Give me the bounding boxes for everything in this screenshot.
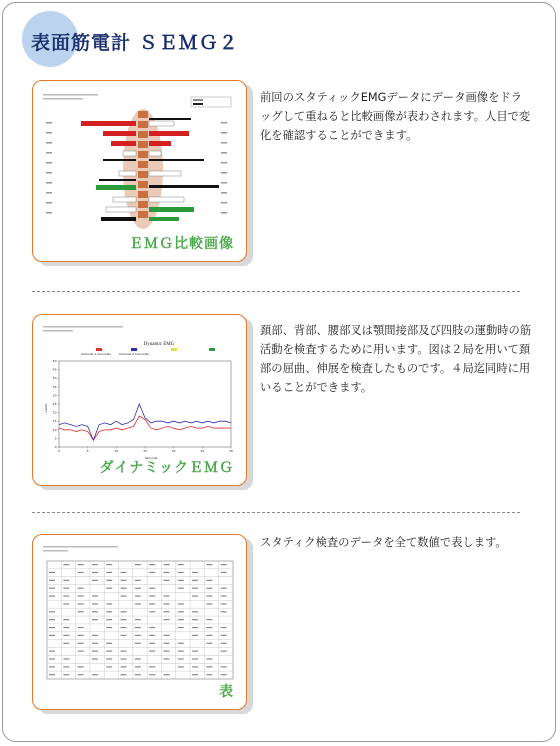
table-cell-mark <box>163 643 169 644</box>
table-cell-mark <box>78 603 84 604</box>
table-cell-mark <box>135 595 141 596</box>
table-cell-mark <box>178 627 184 628</box>
table-cell-mark <box>178 643 184 644</box>
table-cell-mark <box>163 651 169 652</box>
table-cell-mark <box>121 611 127 612</box>
table-cell-mark <box>106 643 112 644</box>
table-cell-mark <box>192 580 198 581</box>
table-cell-mark <box>163 658 169 659</box>
y-tick-label: 25 <box>52 402 57 406</box>
table-cell-mark <box>63 666 69 667</box>
table-cell-mark <box>178 572 184 573</box>
table-card <box>32 534 247 710</box>
table-cell-mark <box>206 595 212 596</box>
table-cell-mark <box>49 595 55 596</box>
y-axis-label: uVolts <box>44 403 48 413</box>
table-cell-mark <box>135 619 141 620</box>
table-cell-mark <box>106 651 112 652</box>
table-cell-mark <box>121 658 127 659</box>
table-cell-mark <box>135 580 141 581</box>
y-tick-label: 0 <box>54 445 57 449</box>
table-cell-mark <box>135 588 141 589</box>
emg-comparison-image <box>41 89 238 239</box>
table-cell-mark <box>178 564 184 565</box>
spine-graphic <box>138 111 148 218</box>
table-cell-mark <box>135 666 141 667</box>
x-tick-label: 25 <box>200 449 205 453</box>
table-cell-mark <box>178 658 184 659</box>
table-cell-mark <box>149 572 155 573</box>
table-cell-mark <box>106 627 112 628</box>
legend-label-2: Channel 2 Cervicals <box>119 352 149 356</box>
table-cell-mark <box>106 572 112 573</box>
table-cell-mark <box>78 651 84 652</box>
table-cell-mark <box>149 564 155 565</box>
table-cell-mark <box>92 651 98 652</box>
dynamic-emg-chart <box>41 323 238 461</box>
y-tick-label: 30 <box>52 393 57 398</box>
table-cell-mark <box>121 651 127 652</box>
table-cell-mark <box>206 564 212 565</box>
y-tick-label: 50 <box>52 359 57 363</box>
table-cell-mark <box>192 595 198 596</box>
table-cell-mark <box>63 674 69 675</box>
table-cell-mark <box>63 627 69 628</box>
emg-comparison-caption: ＥＭＧ比較画像 <box>129 236 234 252</box>
table-cell-mark <box>221 572 227 573</box>
table-cell-mark <box>221 588 227 589</box>
table-cell-mark <box>192 619 198 620</box>
table-cell-mark <box>135 627 141 628</box>
table-cell-mark <box>121 674 127 675</box>
x-tick-label: 30 <box>229 449 233 453</box>
dynamic-emg-card <box>32 314 247 486</box>
table-cell-mark <box>163 674 169 675</box>
table-cell-mark <box>63 595 69 596</box>
table-cell-mark <box>78 595 84 596</box>
table-cell-mark <box>192 627 198 628</box>
table-cell-mark <box>163 580 169 581</box>
table-cell-mark <box>121 627 127 628</box>
table-cell-mark <box>121 572 127 573</box>
table-cell-mark <box>163 619 169 620</box>
table-cell-mark <box>78 564 84 565</box>
y-tick-label: 5 <box>54 436 57 441</box>
table-cell-mark <box>63 643 69 644</box>
table-cell-mark <box>106 564 112 565</box>
table-cell-mark <box>92 635 98 636</box>
table-cell-mark <box>206 643 212 644</box>
table-cell-mark <box>178 666 184 667</box>
table-cell-mark <box>92 674 98 675</box>
table-cell-mark <box>121 588 127 589</box>
table-cell-mark <box>121 635 127 636</box>
table-caption: 表 <box>219 684 234 700</box>
table-cell-mark <box>178 611 184 612</box>
table-cell-mark <box>63 580 69 581</box>
legend-label-1: Channel 1 Cervicals <box>81 352 111 356</box>
y-tick-label: 10 <box>52 427 57 432</box>
table-cell-mark <box>149 635 155 636</box>
data-table-image <box>41 543 238 683</box>
table-cell-mark <box>78 643 84 644</box>
table-cell-mark <box>178 619 184 620</box>
table-cell-mark <box>63 603 69 604</box>
table-cell-mark <box>178 603 184 604</box>
table-cell-mark <box>178 651 184 652</box>
table-cell-mark <box>121 595 127 596</box>
dynamic-emg-image <box>41 323 238 461</box>
table-cell-mark <box>106 611 112 612</box>
table-cell-mark <box>206 658 212 659</box>
table-cell-mark <box>121 666 127 667</box>
y-tick-label: 35 <box>52 384 57 389</box>
table-cell-mark <box>121 580 127 581</box>
table-cell-mark <box>221 674 227 675</box>
table-cell-mark <box>192 611 198 612</box>
table-cell-mark <box>221 564 227 565</box>
table-cell-mark <box>92 564 98 565</box>
table-cell-mark <box>49 658 55 659</box>
table-cell-mark <box>78 635 84 636</box>
table-cell-mark <box>135 564 141 565</box>
table-cell-mark <box>106 658 112 659</box>
table-cell-mark <box>106 580 112 581</box>
table-cell-mark <box>149 627 155 628</box>
table-cell-mark <box>149 643 155 644</box>
table-cell-mark <box>221 635 227 636</box>
data-table-graphic <box>41 543 238 683</box>
dynamic-emg-caption: ダイナミックＥＭＧ <box>99 460 234 476</box>
table-cell-mark <box>78 674 84 675</box>
table-cell-mark <box>206 603 212 604</box>
table-cell-mark <box>49 611 55 612</box>
table-cell-mark <box>63 635 69 636</box>
table-cell-mark <box>135 658 141 659</box>
dynamic-emg-description: 頚部、背部、腰部叉は顎間接部及び四肢の運動時の筋活動を検査するために用います。図は２局を用いて頚部の屈曲、伸展を検査したものです。４局迄同時に用いることができます。 <box>260 324 532 394</box>
table-cell-mark <box>206 635 212 636</box>
y-tick-label: 20 <box>52 410 57 415</box>
section-divider <box>32 291 520 292</box>
table-cell-mark <box>78 627 84 628</box>
table-cell-mark <box>49 674 55 675</box>
table-cell-mark <box>163 635 169 636</box>
table-cell-mark <box>192 651 198 652</box>
table-cell-mark <box>135 643 141 644</box>
table-cell-mark <box>49 666 55 667</box>
emg-comparison-card <box>32 80 247 262</box>
table-cell-mark <box>221 603 227 604</box>
x-tick-label: 0 <box>58 449 60 453</box>
x-tick-label: 15 <box>143 449 147 453</box>
table-cell-mark <box>163 564 169 565</box>
table-cell-mark <box>49 635 55 636</box>
table-cell-mark <box>106 619 112 620</box>
table-cell-mark <box>206 666 212 667</box>
table-cell-mark <box>92 658 98 659</box>
table-cell-mark <box>192 674 198 675</box>
emg-comparison-description: 前回のスタティックEMGデータにデータ画像をドラッグして重ねると比較画像が表わされます。人目で変化を確認することができます。 <box>260 91 531 142</box>
table-cell-mark <box>78 666 84 667</box>
table-cell-mark <box>49 627 55 628</box>
x-tick-label: 10 <box>114 449 119 453</box>
y-tick-label: 15 <box>52 419 57 424</box>
table-cell-mark <box>178 580 184 581</box>
table-cell-mark <box>221 595 227 596</box>
table-cell-mark <box>106 588 112 589</box>
page-title: 表面筋電計 ＳＥＭＧ２ <box>31 32 239 54</box>
table-cell-mark <box>149 611 155 612</box>
table-cell-mark <box>135 603 141 604</box>
table-cell-mark <box>135 674 141 675</box>
table-cell-mark <box>49 588 55 589</box>
table-cell-mark <box>221 627 227 628</box>
section-divider <box>32 512 520 513</box>
table-cell-mark <box>92 611 98 612</box>
table-cell-mark <box>206 627 212 628</box>
table-cell-mark <box>92 603 98 604</box>
table-cell-mark <box>149 603 155 604</box>
table-cell-mark <box>149 595 155 596</box>
table-cell-mark <box>78 588 84 589</box>
table-cell-mark <box>221 611 227 612</box>
table-cell-mark <box>192 658 198 659</box>
table-cell-mark <box>163 572 169 573</box>
x-tick-label: 20 <box>171 449 176 453</box>
table-cell-mark <box>92 572 98 573</box>
table-cell-mark <box>192 572 198 573</box>
table-cell-mark <box>149 674 155 675</box>
table-cell-mark <box>221 643 227 644</box>
table-cell-mark <box>206 588 212 589</box>
table-cell-mark <box>206 674 212 675</box>
chart-title: Dynamic EMG <box>143 342 175 347</box>
table-cell-mark <box>135 635 141 636</box>
table-cell-mark <box>163 595 169 596</box>
table-cell-mark <box>49 580 55 581</box>
table-cell-mark <box>192 635 198 636</box>
table-cell-mark <box>121 619 127 620</box>
table-cell-mark <box>149 651 155 652</box>
emg-comparison-graphic <box>41 89 238 239</box>
table-cell-mark <box>63 564 69 565</box>
table-cell-mark <box>78 611 84 612</box>
table-cell-mark <box>106 603 112 604</box>
table-cell-mark <box>92 643 98 644</box>
table-cell-mark <box>63 658 69 659</box>
table-cell-mark <box>163 603 169 604</box>
table-cell-mark <box>149 588 155 589</box>
table-cell-mark <box>206 580 212 581</box>
x-axis-label: Seconds <box>144 456 158 460</box>
table-cell-mark <box>63 588 69 589</box>
table-cell-mark <box>178 588 184 589</box>
table-cell-mark <box>63 619 69 620</box>
table-cell-mark <box>49 651 55 652</box>
table-cell-mark <box>92 595 98 596</box>
legend-swatch <box>171 348 177 351</box>
table-cell-mark <box>221 651 227 652</box>
table-cell-mark <box>206 619 212 620</box>
table-cell-mark <box>49 572 55 573</box>
y-tick-label: 45 <box>52 367 57 372</box>
table-cell-mark <box>49 619 55 620</box>
table-description: スタティク検査のデータを全て数値で表します。 <box>260 536 507 549</box>
table-cell-mark <box>106 666 112 667</box>
x-tick-label: 5 <box>86 449 89 453</box>
table-cell-mark <box>192 666 198 667</box>
table-cell-mark <box>192 588 198 589</box>
legend-swatch <box>96 348 102 351</box>
table-cell-mark <box>92 580 98 581</box>
table-cell-mark <box>149 666 155 667</box>
table-cell-mark <box>163 611 169 612</box>
y-tick-label: 40 <box>52 376 57 381</box>
table-cell-mark <box>221 666 227 667</box>
legend-swatch <box>209 348 215 351</box>
legend-swatch <box>131 348 137 351</box>
table-cell-mark <box>78 572 84 573</box>
table-cell-mark <box>92 619 98 620</box>
